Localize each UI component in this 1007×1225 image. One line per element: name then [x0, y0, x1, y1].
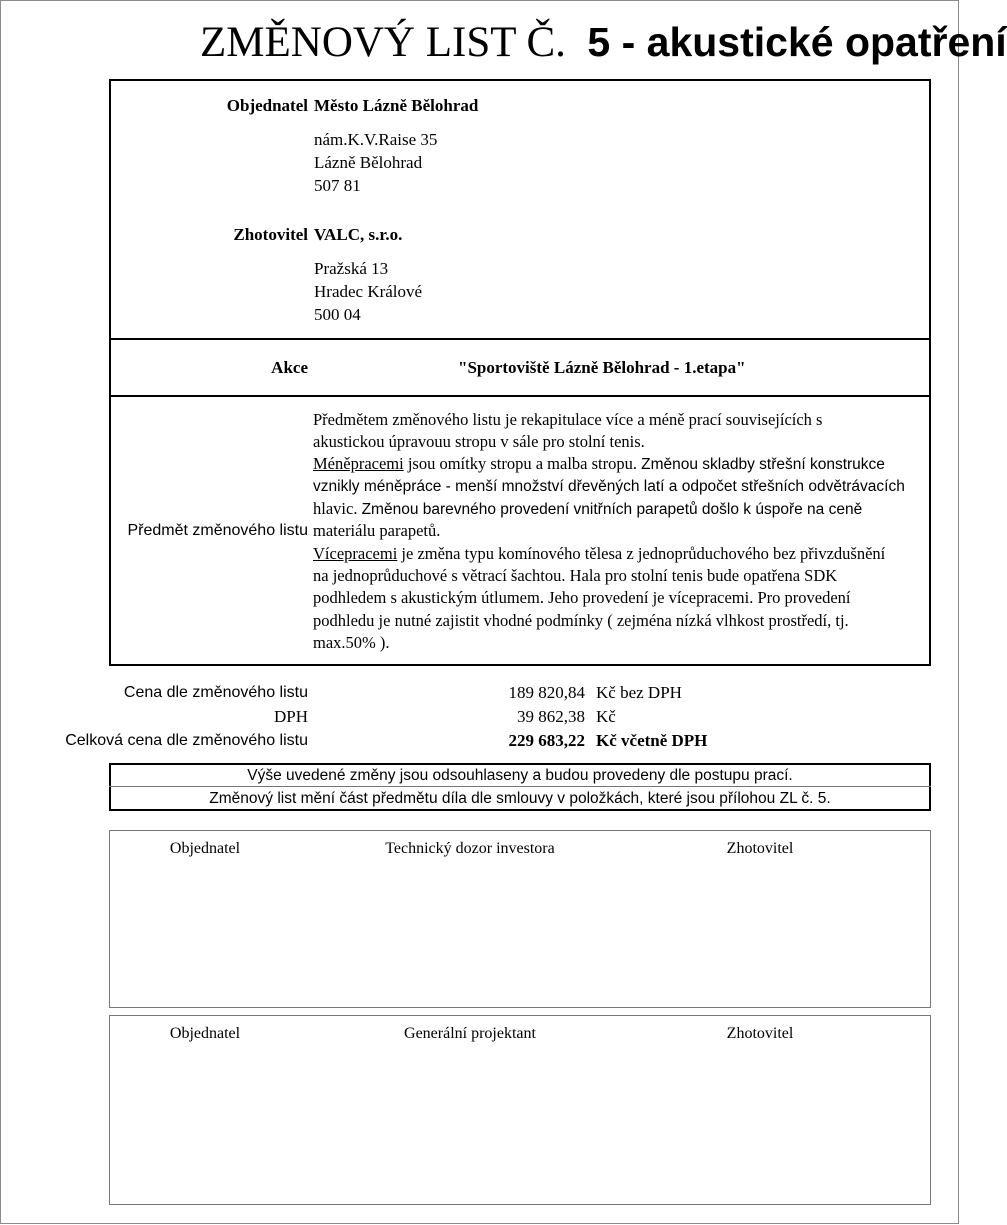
cena-unit: Kč bez DPH: [596, 683, 682, 702]
sig1-technicky-dozor: Technický dozor investora: [385, 840, 555, 857]
document-title: [200, 14, 1007, 71]
notes-line-1: Výše uvedené změny jsou odsouhlaseny a budou provedeny dle postupu prací.: [247, 767, 793, 784]
sig2-zhotovitel: Zhotovitel: [726, 1025, 794, 1042]
cena-label: Cena dle změnového listu: [123, 684, 308, 701]
title-prefix: ZMĚNOVÝ LIST Č.: [200, 19, 566, 66]
predmet-line-6: materiálu parapetů.: [313, 521, 441, 540]
zhotovitel-zip: 500 04: [314, 305, 361, 324]
akce-value: "Sportoviště Lázně Bělohrad - 1.etapa": [458, 358, 746, 377]
title-subject: 5 - akustické opatření: [587, 19, 1007, 65]
notes-line-2: Změnový list mění část předmětu díla dle smlouvy v položkách, které jsou přílohou ZL č. 5.: [209, 790, 831, 807]
dph-value: 39 862,38: [517, 707, 585, 726]
notes-divider: [109, 786, 931, 787]
objednatel-city: Lázně Bělohrad: [314, 153, 423, 172]
sig2-objednatel: Objednatel: [169, 1025, 241, 1042]
zhotovitel-street: Pražská 13: [314, 259, 389, 278]
sig1-zhotovitel: Zhotovitel: [726, 840, 794, 857]
objednatel-street: nám.K.V.Raise 35: [314, 130, 438, 149]
predmet-line-9: podhledem s akustickým útlumem. Jeho provedení je vícepracemi. Pro provedení: [313, 588, 851, 607]
predmet-line-7: Vícepracemi je změna typu komínového tělesa z jednoprůduchového bez přivzdušnění: [313, 544, 886, 563]
predmet-line-3: Méněpracemi jsou omítky stropu a malba stropu. Změnou skladby střešní konstrukce: [313, 454, 885, 473]
celkem-label: Celková cena dle změnového listu: [65, 732, 308, 749]
predmet-line-4: vznikly méněpráce - menší množství dřevěných latí a odpočet střešních odvětrávacích: [313, 478, 905, 495]
zhotovitel-city: Hradec Králové: [314, 282, 423, 301]
predmet-line-1: Předmětem změnového listu je rekapitulace více a méně prací souvisejících s: [313, 410, 823, 429]
akce-label: Akce: [271, 358, 308, 377]
predmet-line-10: podhledu je nutné zajistit vhodné podmínky ( zejména nízká vlhkost prostředí, tj.: [313, 611, 849, 630]
objednatel-zip: 507 81: [314, 176, 361, 195]
celkem-value: 229 683,22: [508, 731, 585, 750]
predmet-line-5: hlavic. Změnou barevného provedení vnitřních parapetů došlo k úspoře na ceně: [313, 499, 863, 518]
divider-akce-bottom: [109, 395, 931, 397]
objednatel-label: Objednatel: [226, 96, 308, 115]
predmet-line-11: max.50% ).: [313, 633, 390, 652]
objednatel-name: Město Lázně Bělohrad: [314, 96, 479, 115]
cena-value: 189 820,84: [508, 683, 585, 702]
zhotovitel-name: VALC, s.r.o.: [314, 225, 403, 244]
sig1-objednatel: Objednatel: [169, 840, 241, 857]
predmet-label: Předmět změnového listu: [127, 522, 308, 539]
dph-label: DPH: [273, 707, 308, 726]
sig2-generalni-projektant: Generální projektant: [404, 1025, 536, 1042]
dph-unit: Kč: [596, 707, 616, 726]
predmet-line-8: na jednoprůduchové s větrací šachtou. Hala pro stolní tenis bude opatřena SDK: [313, 566, 838, 585]
celkem-unit: Kč včetně DPH: [596, 731, 708, 750]
divider-akce-top: [109, 338, 931, 340]
zhotovitel-label: Zhotovitel: [233, 225, 308, 244]
predmet-line-2: akustickou úpravouu stropu v sále pro stolní tenis.: [313, 432, 645, 451]
